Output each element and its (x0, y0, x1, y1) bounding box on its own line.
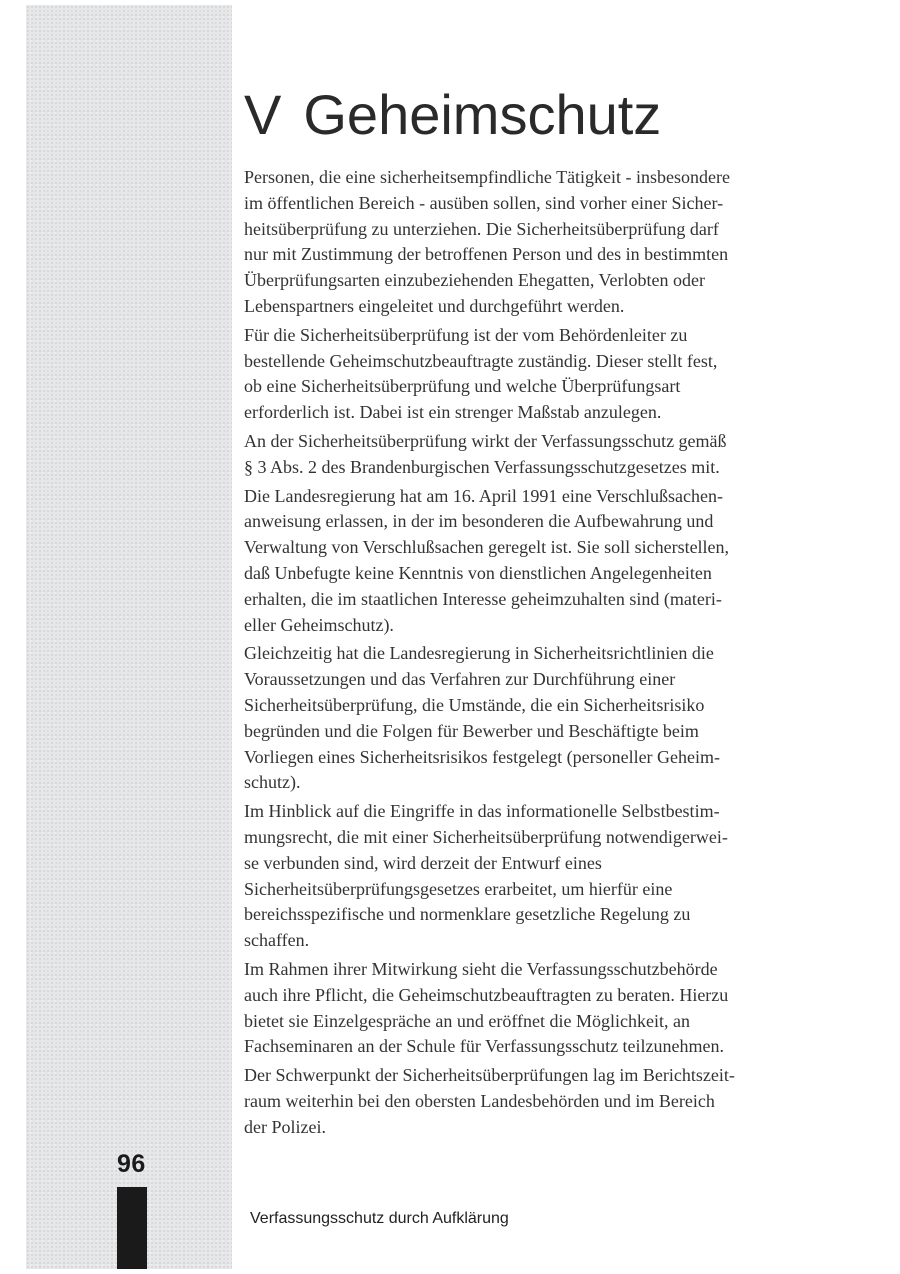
text-line: Vorliegen eines Sicherheitsrisikos festgelegt (personeller Geheim- (244, 746, 721, 767)
text-line: Im Rahmen ihrer Mitwirkung sieht die Verfassungsschutzbehörde (244, 958, 718, 979)
text-line: Sicherheitsüberprüfung, die Umstände, die ein Sicherheitsrisiko (244, 694, 705, 715)
text-line: ob eine Sicherheitsüberprüfung und welche Überprüfungsart (244, 376, 681, 397)
text-line: Im Hinblick auf die Eingriffe in das informationelle Selbstbestim- (244, 801, 720, 822)
text-line: § 3 Abs. 2 des Brandenburgischen Verfassungsschutzgesetzes mit. (244, 456, 720, 477)
text-line: bietet sie Einzelgespräche an und eröffnet die Möglichkeit, an (244, 1010, 691, 1031)
text-line: Lebenspartners eingeleitet und durchgeführt werden. (244, 295, 625, 316)
paragraph (244, 323, 844, 426)
side-margin-strip (26, 5, 232, 1269)
paragraph (244, 641, 844, 796)
text-line: Sicherheitsüberprüfungsgesetzes erarbeitet, um hierfür eine (244, 878, 673, 899)
text-line: daß Unbefugte keine Kenntnis von dienstlichen Angelegenheiten (244, 562, 712, 583)
page-number: 96 (117, 1150, 146, 1178)
page-marker-bar (117, 1187, 147, 1269)
text-line: erhalten, die im staatlichen Interesse geheimzuhalten sind (materi- (244, 588, 722, 609)
text-line: erforderlich ist. Dabei ist ein strenger Maßstab anzulegen. (244, 402, 662, 423)
text-line: Für die Sicherheitsüberprüfung ist der vom Behördenleiter zu (244, 324, 688, 345)
text-line: bestellende Geheimschutzbeauftragte zuständig. Dieser stellt fest, (244, 350, 718, 371)
chapter-heading (244, 80, 661, 150)
text-line: Überprüfungsarten einzubeziehenden Ehegatten, Verlobten oder (244, 270, 705, 291)
paragraph (244, 484, 844, 639)
paragraph (244, 1063, 844, 1140)
text-line: Fachseminaren an der Schule für Verfassungsschutz teilzunehmen. (244, 1036, 725, 1057)
text-line: im öffentlichen Bereich - ausüben sollen, sind vorher einer Sicher- (244, 192, 724, 213)
running-footer: Verfassungsschutz durch Aufklärung (250, 1210, 509, 1227)
text-line: An der Sicherheitsüberprüfung wirkt der Verfassungsschutz gemäß (244, 430, 727, 451)
text-line: Der Schwerpunkt der Sicherheitsüberprüfungen lag im Berichtszeit- (244, 1065, 735, 1086)
text-line: Personen, die eine sicherheitsempfindliche Tätigkeit - insbesondere (244, 167, 731, 187)
text-line: eller Geheimschutz). (244, 614, 394, 635)
chapter-number: V (244, 83, 282, 146)
text-line: schaffen. (244, 930, 310, 951)
text-line: se verbunden sind, wird derzeit der Entwurf eines (244, 852, 602, 873)
text-line: Voraussetzungen und das Verfahren zur Durchführung einer (244, 669, 676, 690)
text-line: Gleichzeitig hat die Landesregierung in Sicherheitsrichtlinien die (244, 643, 714, 664)
paragraph (244, 957, 844, 1060)
body-text (244, 165, 844, 1143)
text-line: der Polizei. (244, 1116, 326, 1137)
paragraph (244, 799, 844, 954)
text-line: anweisung erlassen, in der im besonderen die Aufbewahrung und (244, 511, 714, 532)
paragraph (244, 165, 844, 320)
chapter-title: Geheimschutz (303, 83, 662, 146)
text-line: auch ihre Pflicht, die Geheimschutzbeauftragten zu beraten. Hierzu (244, 984, 729, 1005)
text-line: raum weiterhin bei den obersten Landesbehörden und im Bereich (244, 1090, 715, 1111)
text-line: nur mit Zustimmung der betroffenen Person und des in bestimmten (244, 244, 729, 265)
text-line: Verwaltung von Verschlußsachen geregelt ist. Sie soll sicherstellen, (244, 537, 730, 558)
text-line: Die Landesregierung hat am 16. April 1991 eine Verschlußsachen- (244, 485, 724, 506)
paragraph (244, 429, 844, 481)
text-line: heitsüberprüfung zu unterziehen. Die Sicherheitsüberprüfung darf (244, 218, 719, 239)
text-line: begründen und die Folgen für Bewerber und Beschäftigte beim (244, 720, 699, 741)
text-line: bereichsspezifische und normenklare gesetzliche Regelung zu (244, 904, 691, 925)
text-line: mungsrecht, die mit einer Sicherheitsüberprüfung notwendigerwei- (244, 826, 728, 847)
text-line: schutz). (244, 772, 301, 793)
